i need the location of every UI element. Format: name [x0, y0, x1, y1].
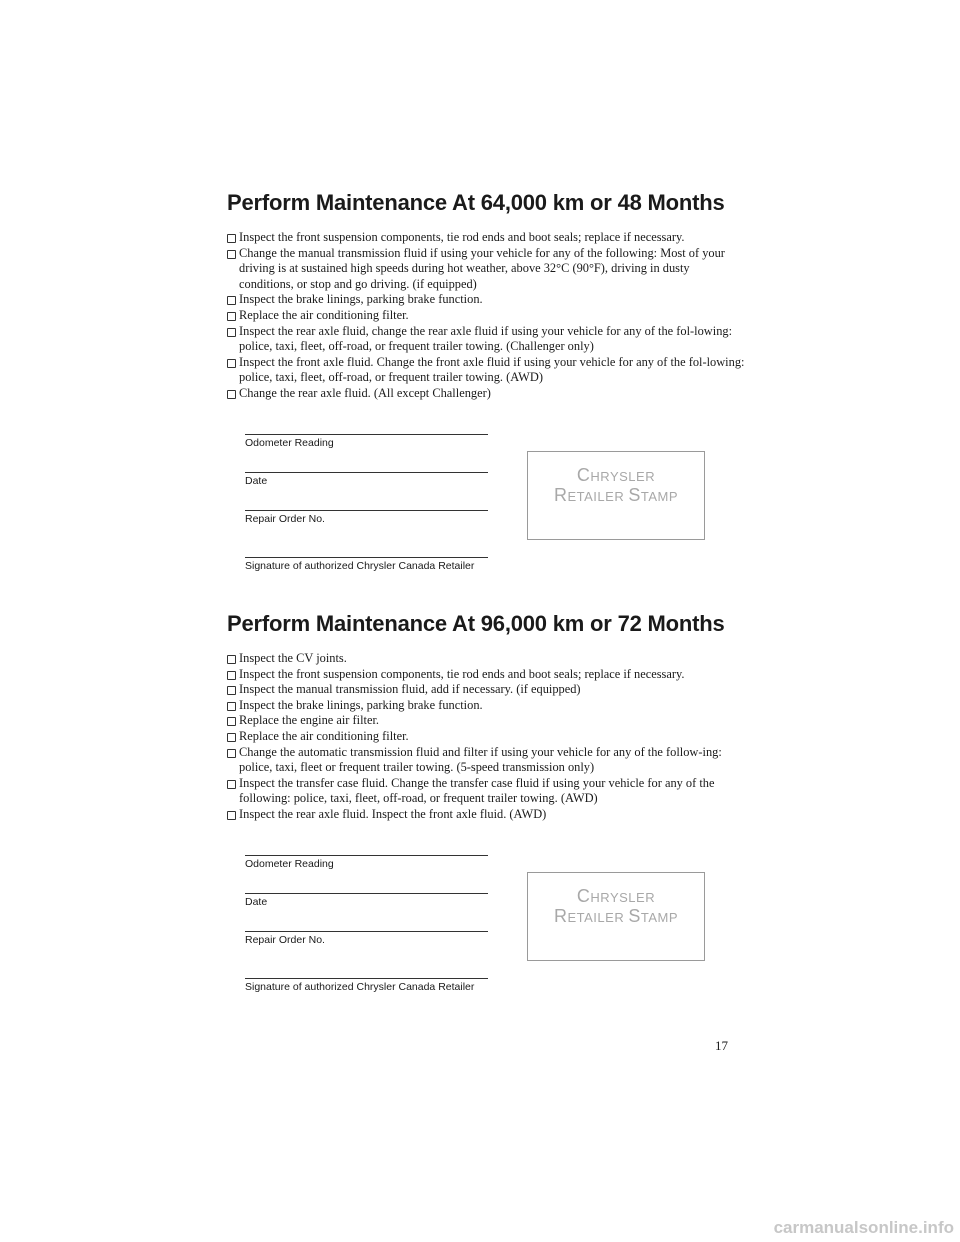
checkbox-icon[interactable]	[227, 733, 236, 742]
checklist-item[interactable]	[227, 308, 745, 324]
checkbox-icon[interactable]	[227, 671, 236, 680]
checklist-item[interactable]	[227, 807, 745, 823]
checklist-item-text: Replace the air conditioning filter.	[239, 728, 409, 743]
checklist-item-text: Inspect the front suspension components, tie rod ends and boot seals; replace if necessary.	[239, 666, 685, 681]
checklist-item[interactable]	[227, 682, 745, 698]
checkbox-icon[interactable]	[227, 717, 236, 726]
checkbox-icon[interactable]	[227, 296, 236, 305]
page-number: 17	[715, 1038, 728, 1053]
checkbox-icon[interactable]	[227, 655, 236, 664]
date-line[interactable]	[245, 472, 488, 473]
signature-field[interactable]	[245, 557, 488, 572]
checklist-item[interactable]	[227, 698, 745, 714]
maintenance-section-64000	[227, 190, 747, 572]
date-field[interactable]	[245, 472, 488, 487]
odometer-field[interactable]	[245, 855, 488, 870]
checkbox-icon[interactable]	[227, 390, 236, 399]
checklist-item[interactable]	[227, 729, 745, 745]
signature-label: Signature of authorized Chrysler Canada Retailer	[245, 981, 475, 993]
checklist-item-text: Replace the air conditioning filter.	[239, 307, 409, 322]
checklist-item-text: Change the rear axle fluid. (All except Challenger)	[239, 385, 491, 400]
service-record-form	[245, 851, 725, 1001]
checklist-item-text: Inspect the front suspension components, tie rod ends and boot seals; replace if necessary.	[239, 230, 685, 244]
checkbox-icon[interactable]	[227, 780, 236, 789]
repair-order-field[interactable]	[245, 931, 488, 946]
checklist-item-text: Inspect the rear axle fluid, change the rear axle fluid if using your vehicle for any of the fol-lowing: police, taxi, fleet, off-road, or frequent trailer towing. (Challenger only)	[239, 323, 733, 354]
stamp-line-2: RETAILER STAMP	[553, 906, 678, 926]
repair-order-label: Repair Order No.	[245, 934, 325, 946]
repair-order-label: Repair Order No.	[245, 513, 325, 525]
checkbox-icon[interactable]	[227, 749, 236, 758]
footer-watermark: carmanualsonline.info	[773, 1218, 954, 1237]
odometer-line[interactable]	[245, 434, 488, 435]
checkbox-icon[interactable]	[227, 359, 236, 368]
checkbox-icon[interactable]	[227, 312, 236, 321]
checklist-item-text: Inspect the brake linings, parking brake function.	[239, 292, 483, 307]
checklist-item-text: Replace the engine air filter.	[239, 713, 380, 728]
repair-order-line[interactable]	[245, 931, 488, 932]
checklist-item[interactable]	[227, 324, 745, 355]
checklist-item-text: Inspect the transfer case fluid. Change the transfer case fluid if using your vehicle for any of the following: police, taxi, fleet, off-road, or frequent trailer towing. (AWD)	[239, 775, 715, 806]
checkbox-icon[interactable]	[227, 234, 236, 243]
odometer-label: Odometer Reading	[245, 858, 334, 870]
maintenance-section-96000	[227, 611, 747, 993]
retailer-stamp-box	[527, 872, 705, 961]
signature-field[interactable]	[245, 978, 488, 993]
date-label: Date	[245, 475, 268, 487]
checklist-item-text: Inspect the CV joints.	[239, 651, 347, 665]
checklist-item[interactable]	[227, 745, 745, 776]
signature-line[interactable]	[245, 557, 488, 558]
section-title: Perform Maintenance At 96,000 km or 72 Months	[227, 611, 725, 636]
checklist-item[interactable]	[227, 713, 745, 729]
checkbox-icon[interactable]	[227, 328, 236, 337]
service-record-form	[245, 430, 725, 580]
odometer-field[interactable]	[245, 434, 488, 449]
checklist-item[interactable]	[227, 230, 745, 246]
date-line[interactable]	[245, 893, 488, 894]
checkbox-icon[interactable]	[227, 811, 236, 820]
retailer-stamp-box	[527, 451, 705, 540]
maintenance-checklist	[227, 651, 747, 823]
odometer-label: Odometer Reading	[245, 437, 334, 449]
signature-label: Signature of authorized Chrysler Canada Retailer	[245, 560, 475, 572]
stamp-line-2: RETAILER STAMP	[553, 485, 678, 505]
checklist-item-text: Change the automatic transmission fluid and filter if using your vehicle for any of the follow-ing: police, taxi, fleet or frequent trailer towing. (5-speed transmission only)	[239, 744, 722, 775]
checklist-item[interactable]	[227, 355, 745, 386]
repair-order-line[interactable]	[245, 510, 488, 511]
checklist-item-text: Inspect the manual transmission fluid, add if necessary. (if equipped)	[239, 682, 581, 697]
signature-line[interactable]	[245, 978, 488, 979]
maintenance-checklist	[227, 230, 747, 402]
repair-order-field[interactable]	[245, 510, 488, 525]
odometer-line[interactable]	[245, 855, 488, 856]
checkbox-icon[interactable]	[227, 686, 236, 695]
checklist-item[interactable]	[227, 651, 745, 667]
date-label: Date	[245, 896, 268, 908]
date-field[interactable]	[245, 893, 488, 908]
checkbox-icon[interactable]	[227, 702, 236, 711]
checklist-item[interactable]	[227, 246, 745, 293]
checklist-item[interactable]	[227, 386, 745, 402]
checklist-item-text: Inspect the front axle fluid. Change the front axle fluid if using your vehicle for any of the fol-lowing: police, taxi, fleet, off-road, or frequent trailer towing. (AWD)	[239, 354, 745, 385]
section-title: Perform Maintenance At 64,000 km or 48 Months	[227, 190, 725, 215]
checklist-item-text: Inspect the brake linings, parking brake function.	[239, 697, 483, 712]
checklist-item-text: Change the manual transmission fluid if using your vehicle for any of the following: Most of your driving is at sustained high speeds during hot weather, above 32°C (90°F), driving in dusty conditions, or stop and go driving. (if equipped)	[239, 245, 725, 291]
checklist-item-text: Inspect the rear axle fluid. Inspect the front axle fluid. (AWD)	[239, 806, 547, 821]
checklist-item[interactable]	[227, 292, 745, 308]
checklist-item[interactable]	[227, 776, 745, 807]
stamp-line-1: CHRYSLER	[576, 465, 656, 485]
checklist-item[interactable]	[227, 667, 745, 683]
stamp-line-1: CHRYSLER	[576, 886, 656, 906]
checkbox-icon[interactable]	[227, 250, 236, 259]
